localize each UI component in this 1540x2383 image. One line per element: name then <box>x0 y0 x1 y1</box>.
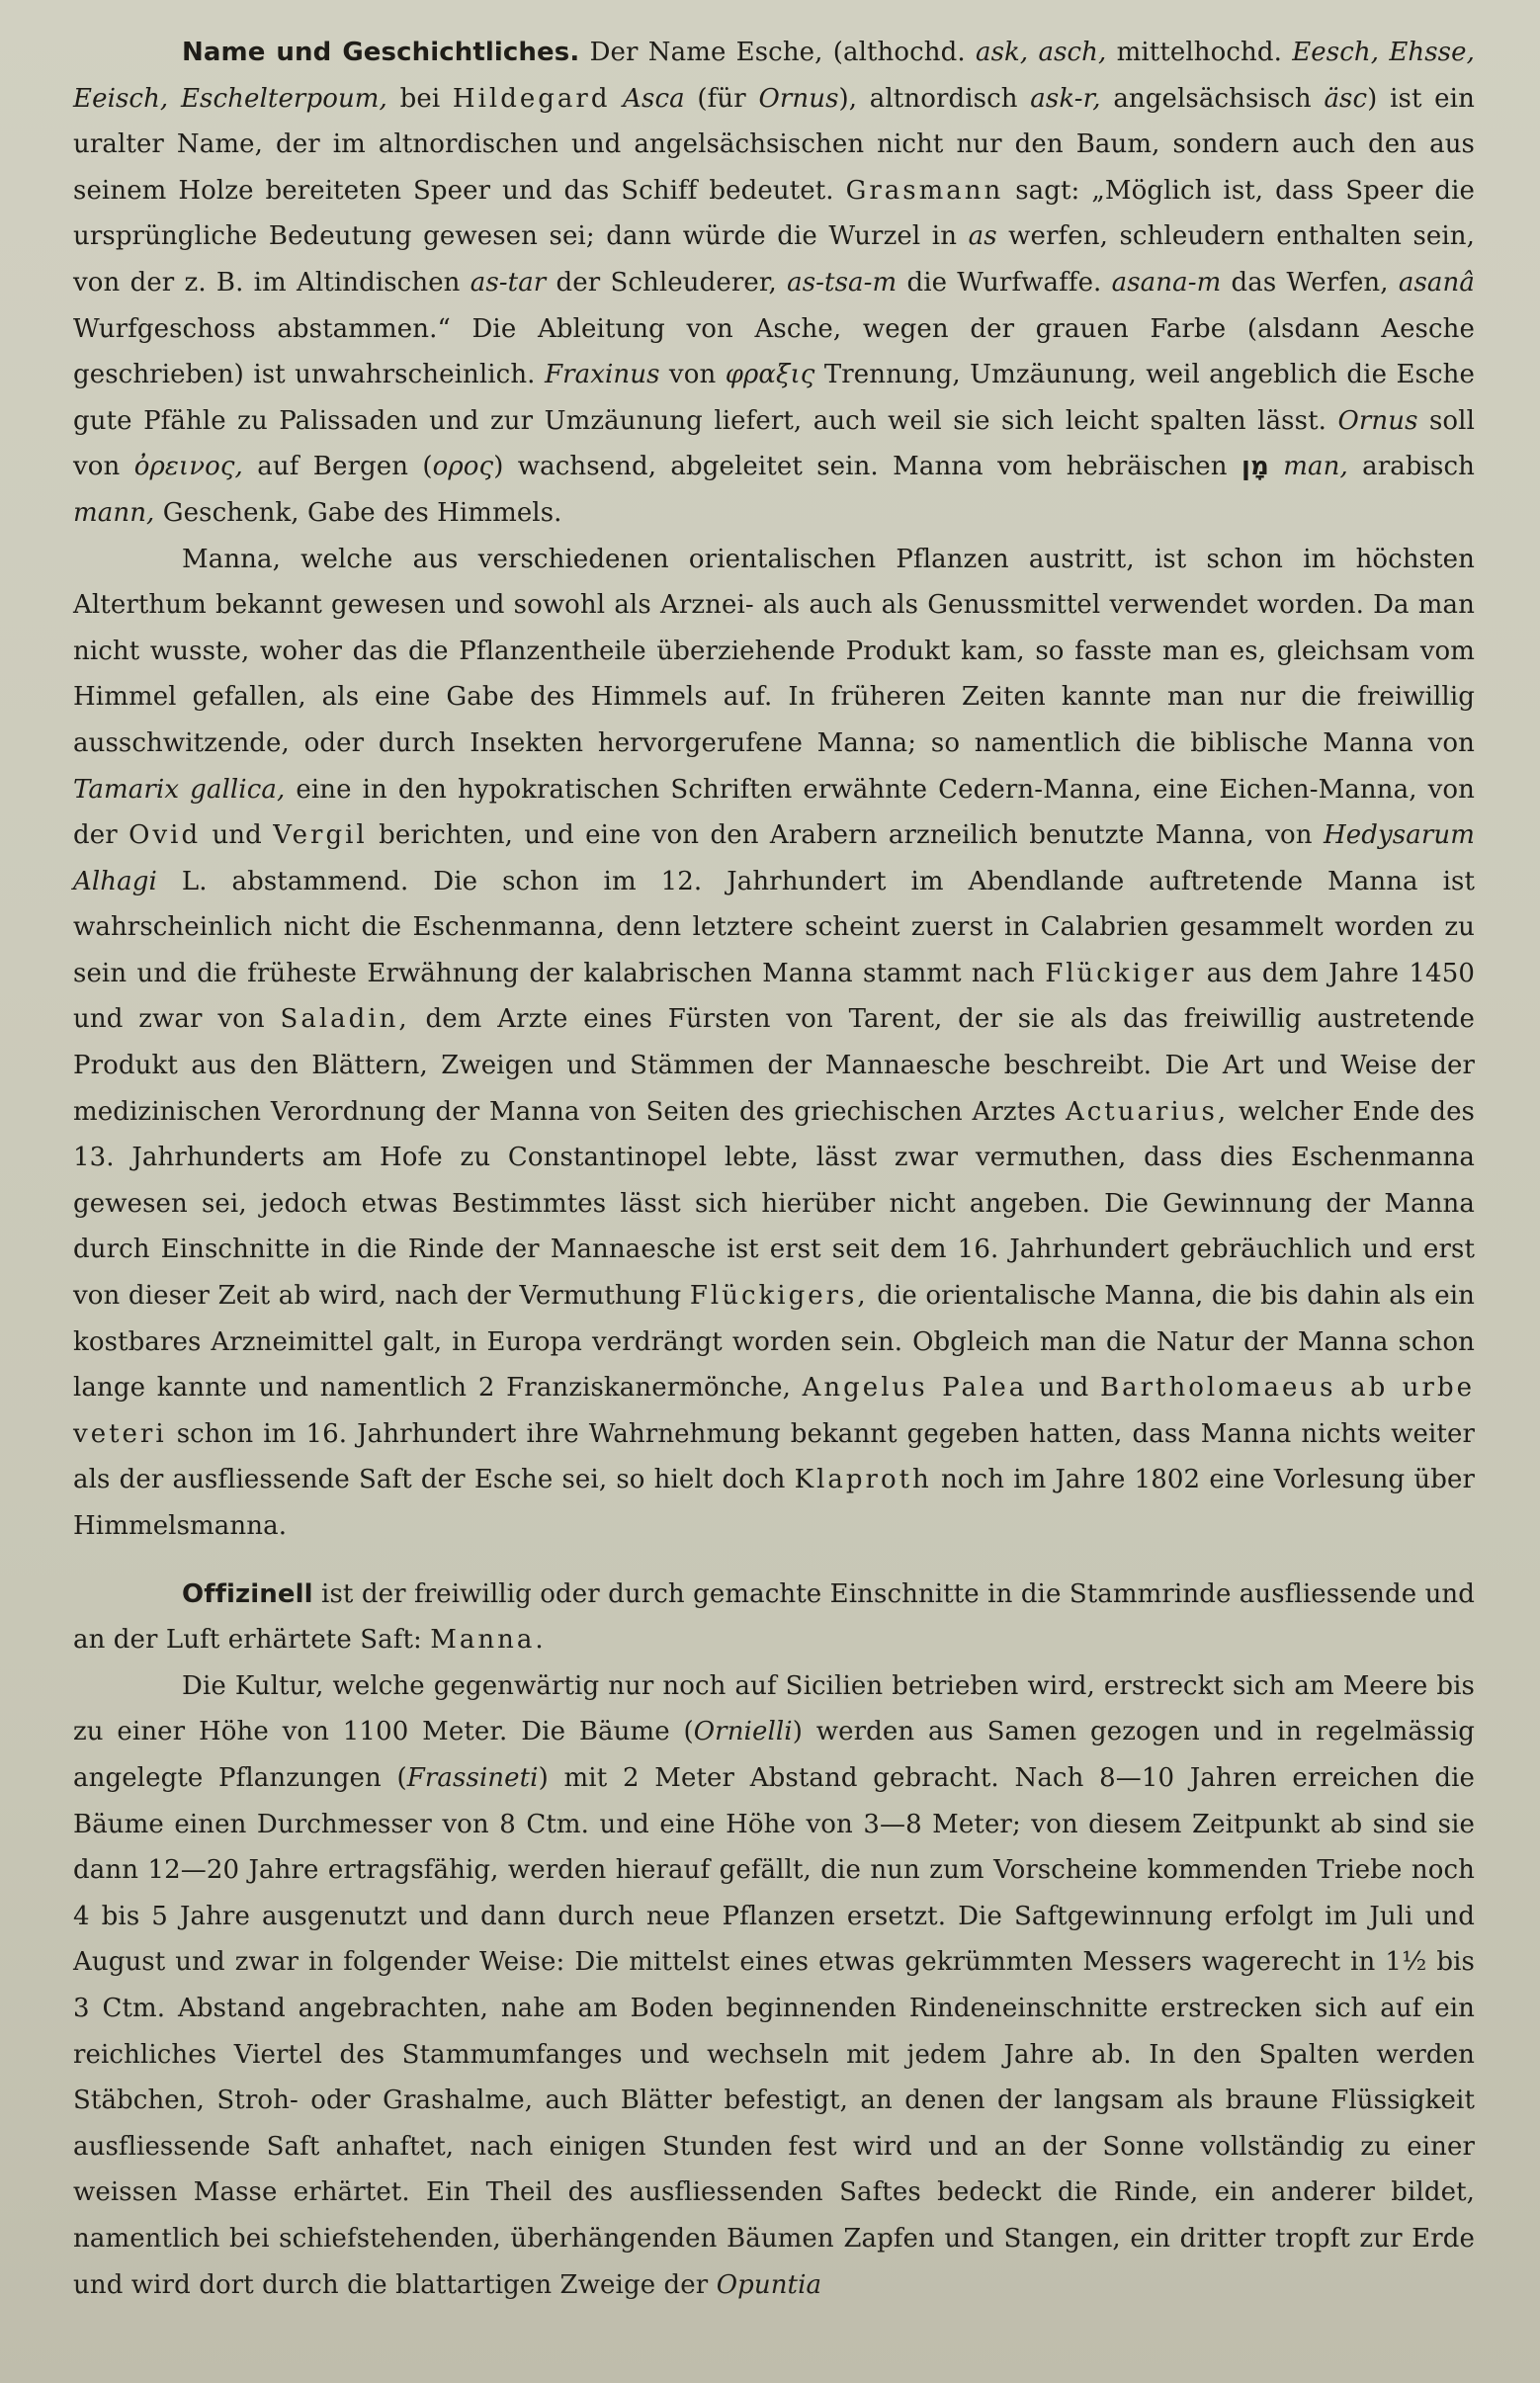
paragraph-officinal: Offizinell ist der freiwillig oder durch gemachte Einschnitte in die Stammrinde ausfliessende und an der Luft erhärtete Saft: Manna. <box>73 1578 1475 1656</box>
hebrew-word: מָן <box>1241 452 1269 482</box>
paragraph-cultivation: Die Kultur, welche gegenwärtig nur noch auf Sicilien betrieben wird, erstreckt sich am Meere bis zu einer Höhe von 1100 Meter. Die Bäume (Ornielli) werden aus Samen gezogen und in regelmässig angelegte Pflanzungen (Frassineti) mit 2 Meter Abstand gebracht. Nach 8—10 Jahren erreichen die Bäume einen Durchmesser von 8 Ctm. und eine Höhe von 3—8 Meter; von diesem Zeitpunkt ab sind sie dann 12—20 Jahre ertragsfähig, werden hierauf gefällt, die nun zum Vorscheine kommenden Triebe noch 4 bis 5 Jahre ausgenutzt und dann durch neue Pflanzen ersetzt. Die Saftgewinnung erfolgt im Juli und August und zwar in folgender Weise: Die mittelst eines etwas gekrümmten Messers wagerecht in 1½ bis 3 Ctm. Abstand angebrachten, nahe am Boden beginnenden Rindeneinschnitte erstrecken sich auf ein reichliches Viertel des Stammumfanges und wechseln mit jedem Jahre ab. In den Spalten werden Stäbchen, Stroh- oder Grashalme, auch Blätter befestigt, an denen der langsam als braune Flüssigkeit ausfliessende Saft anhaftet, nach einigen Stunden fest wird und an der Sonne vollständig zu einer weissen Masse erhärtet. Ein Theil des ausfliessenden Saftes bedeckt die Rinde, ein anderer bildet, namentlich bei schiefstehenden, überhängenden Bäumen Zapfen und Stangen, ein dritter tropft zur Erde und wird dort durch die blattartigen Zweige der Opuntia <box>73 1670 1475 2300</box>
section-heading-name: Name und Geschichtliches. <box>182 38 580 67</box>
section-heading-officinal: Offizinell <box>182 1578 313 1609</box>
paragraph-name-history: Name und Geschichtliches. Der Name Esche, (althochd. ask, asch, mittelhochd. Eesch, Ehsse, Eeisch, Eschelterpoum, bei Hildegard Asca (für Ornus), altnordisch ask-r, angelsächsisch äsc) ist ein uralter Name, der im altnordischen und angelsächsischen nicht nur den Baum, sondern auch den aus seinem Holze bereiteten Speer und das Schiff bedeutet. Grasmann sagt: „Möglich ist, dass Speer die ursprüngliche Bedeutung gewesen sei; dann würde die Wurzel in as werfen, schleudern enthalten sein, von der z. B. im Altindischen as-tar der Schleuderer, as-tsa-m die Wurfwaffe. asana-m das Werfen, asanâ Wurfgeschoss abstammen.“ Die Ableitung von Asche, wegen der grauen Farbe (alsdann Aesche geschrieben) ist unwahrscheinlich. Fraxinus von φραξις Trennung, Umzäunung, weil angeblich die Esche gute Pfähle zu Palissaden und zur Umzäunung liefert, auch weil sie sich leicht spalten lässt. Ornus soll von ὀρεινος, auf Bergen (ορος) wachsend, abgeleitet sein. Manna vom hebräischen מָן man, arabisch mann, Geschenk, Gabe des Himmels. <box>73 38 1476 528</box>
paragraph-manna-history: Manna, welche aus verschiedenen orientalischen Pflanzen austritt, ist schon im höchsten Alterthum bekannt gewesen und sowohl als Arznei- als auch als Genussmittel verwendet worden. Da man nicht wusste, woher das die Pflanzentheile überziehende Produkt kam, so fasste man es, gleichsam vom Himmel gefallen, als eine Gabe des Himmels auf. In früheren Zeiten kannte man nur die freiwillig ausschwitzende, oder durch Insekten hervorgerufene Manna; so namentlich die biblische Manna von Tamarix gallica, eine in den hypokratischen Schriften erwähnte Cedern-Manna, eine Eichen-Manna, von der Ovid und Vergil berichten, und eine von den Arabern arzneilich benutzte Manna, von Hedysarum Alhagi L. abstammend. Die schon im 12. Jahrhundert im Abendlande auftretende Manna ist wahrscheinlich nicht die Eschenmanna, denn letztere scheint zuerst in Calabrien gesammelt worden zu sein und die früheste Erwähnung der kalabrischen Manna stammt nach Flückiger aus dem Jahre 1450 und zwar von Saladin, dem Arzte eines Fürsten von Tarent, der sie als das freiwillig austretende Produkt aus den Blättern, Zweigen und Stämmen der Mannaesche beschreibt. Die Art und Weise der medizinischen Verordnung der Manna von Seiten des griechischen Arztes Actuarius, welcher Ende des 13. Jahrhunderts am Hofe zu Constantinopel lebte, lässt zwar vermuthen, dass dies Eschenmanna gewesen sei, jedoch etwas Bestimmtes lässt sich hierüber nicht angeben. Die Gewinnung der Manna durch Einschnitte in die Rinde der Mannaesche ist erst seit dem 16. Jahrhundert gebräuchlich und erst von dieser Zeit ab wird, nach der Vermuthung Flückigers, die orientalische Manna, die bis dahin als ein kostbares Arzneimittel galt, in Europa verdrängt worden sein. Obgleich man die Natur der Manna schon lange kannte und namentlich 2 Franziskanermönche, Angelus Palea und Bartholomaeus ab urbe veteri schon im 16. Jahrhundert ihre Wahrnehmung bekannt gegeben hatten, dass Manna nichts weiter als der ausfliessende Saft der Esche sei, so hielt doch Klaproth noch im Jahre 1802 eine Vorlesung über Himmelsmanna. <box>73 544 1476 1541</box>
body-text <box>73 30 1475 2308</box>
